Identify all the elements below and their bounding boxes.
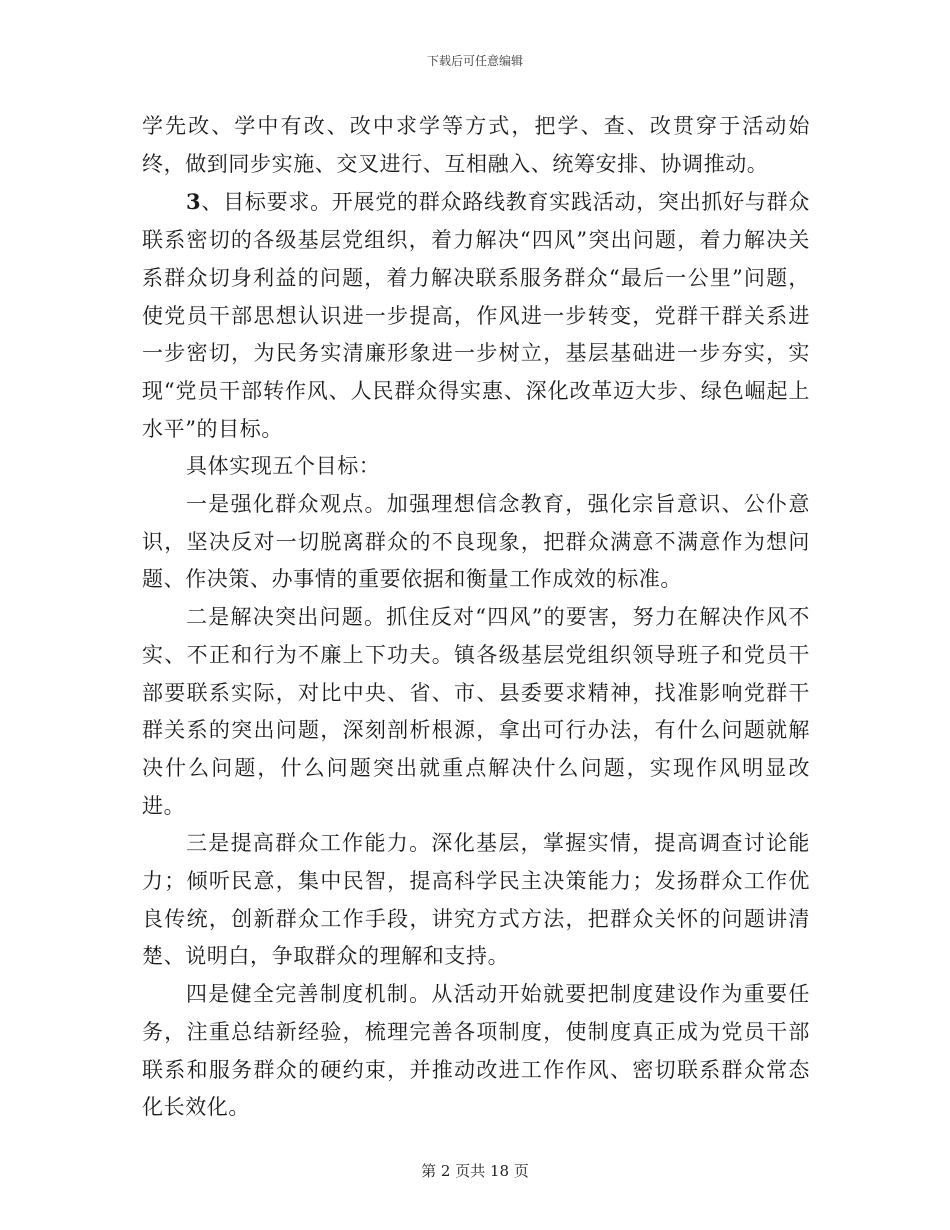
document-body bbox=[142, 108, 810, 1127]
paragraph-goal-four: 四是健全完善制度机制。从活动开始就要把制度建设作为重要任务，注重总结新经验，梳理完善各项制度，使制度真正成为党员干部联系和服务群众的硬约束，并推动改进工作作风、密切联系群众常态化长效化。 bbox=[142, 982, 810, 1120]
page-number: 第 2 页共 18 页 bbox=[421, 1162, 529, 1180]
paragraph-five-goals-intro: 具体实现五个目标： bbox=[186, 454, 381, 479]
paragraph-goal-two: 二是解决突出问题。抓住反对“四风”的要害，努力在解决作风不实、不正和行为不廉上下功夫。镇各级基层党组织领导班子和党员干部要联系实际，对比中央、省、市、县委要求精神，找准影响党群干群关系的突出问题，深刻剖析根源，拿出可行办法，有什么问题就解决什么问题，什么问题突出就重点解决什么问题，实现作风明显改进。 bbox=[142, 605, 810, 818]
paragraph-goals-requirements bbox=[142, 183, 810, 448]
paragraph-goal-three: 三是提高群众工作能力。深化基层，掌握实情，提高调查讨论能力；倾听民意，集中民智，提高科学民主决策能力；发扬群众工作优良传统，创新群众工作手段，讲究方式方法，把群众关怀的问题讲清楚、说明白，争取群众的理解和支持。 bbox=[142, 831, 810, 969]
paragraph-goals-text: 、目标要求。开展党的群众路线教育实践活动，突出抓好与群众联系密切的各级基层党组织，着力解决“四风”突出问题，着力解决关系群众切身利益的问题，着力解决联系服务群众“最后一公里”问题，使党员干部思想认识进一步提高，作风进一步转变，党群干群关系进一步密切，为民务实清廉形象进一步树立，基层基础进一步夯实，实现“党员干部转作风、人民群众得实惠、深化改革迈大步、绿色崛起上水平”的目标。 bbox=[142, 190, 810, 441]
page-header-note: 下载后可任意编辑 bbox=[426, 54, 523, 68]
paragraph-continuation: 学先改、学中有改、改中求学等方式，把学、查、改贯穿于活动始终，做到同步实施、交叉进行、互相融入、统筹安排、协调推动。 bbox=[142, 114, 810, 176]
section-number: 3 bbox=[186, 189, 202, 215]
paragraph-goal-one: 一是强化群众观点。加强理想信念教育，强化宗旨意识、公仆意识，坚决反对一切脱离群众的不良现象，把群众满意不满意作为想问题、作决策、办事情的重要依据和衡量工作成效的标准。 bbox=[142, 492, 810, 592]
